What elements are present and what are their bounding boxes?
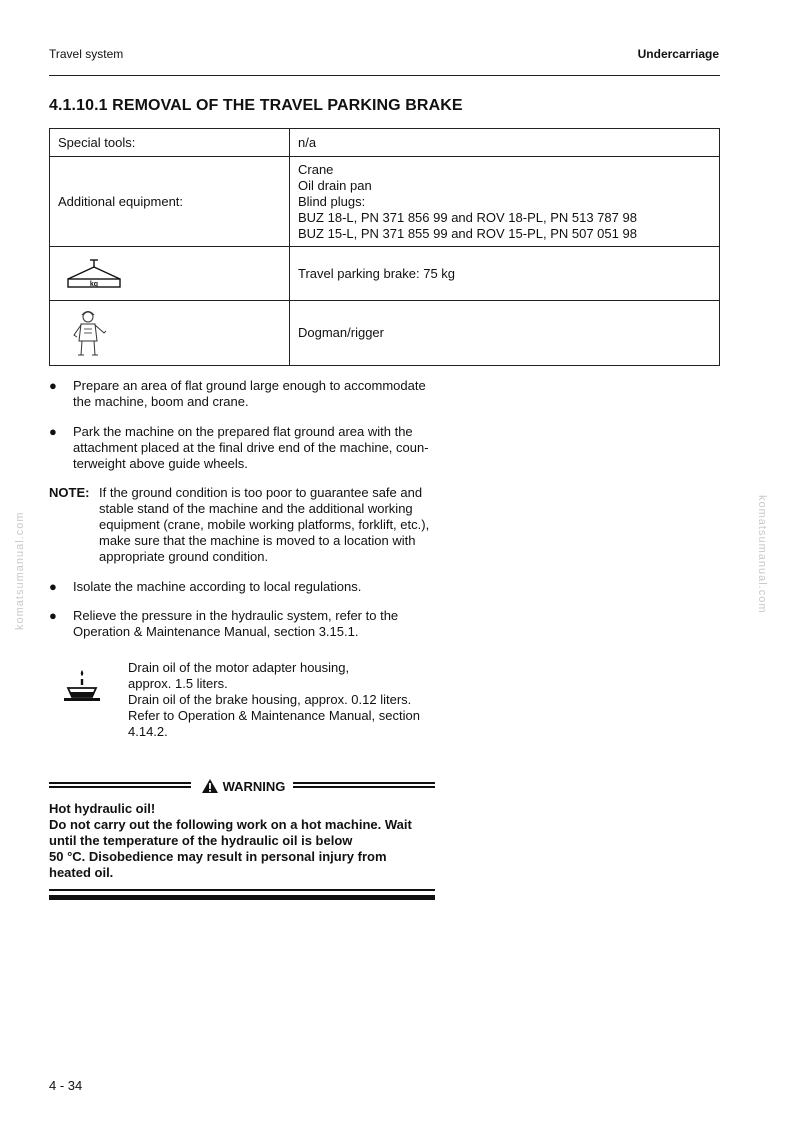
table-row-additional-equipment	[50, 157, 720, 247]
table-value: Travel parking brake: 75 kg	[290, 247, 720, 301]
bullet-icon: ●	[49, 608, 57, 623]
warning-end-rule	[49, 889, 435, 891]
oil-drain-icon	[62, 668, 102, 704]
list-item: ● Isolate the machine according to local regulations.	[49, 579, 362, 594]
watermark-right: komatsumanual.com	[756, 495, 768, 614]
warning-rule-right	[293, 782, 435, 784]
table-value: n/a	[290, 129, 720, 157]
header-divider	[49, 75, 720, 76]
table-label: Special tools:	[50, 129, 290, 157]
warning-text: Hot hydraulic oil! Do not carry out the following work on a hot machine. Wait until the temperature of the hydraulic oil is below 50 °C. Disobedience may result in personal injury from heated oil.	[49, 801, 412, 880]
bullet-icon: ●	[49, 378, 57, 393]
header-section-name: Travel system	[49, 47, 124, 61]
table-value: Crane Oil drain pan Blind plugs: BUZ 18-L, PN 371 856 99 and ROV 18-PL, PN 513 787 98 BUZ 15-L, PN 371 855 99 and ROV 15-PL, PN 507 051 98	[290, 157, 720, 247]
table-row-personnel	[50, 301, 720, 366]
section-title: 4.1.10.1 REMOVAL OF THE TRAVEL PARKING BRAKE	[49, 97, 463, 114]
list-item: ● Park the machine on the prepared flat ground area with the attachment placed at the final drive end of the machine, coun- terweight above guide wheels.	[49, 424, 429, 471]
list-item: ● Prepare an area of flat ground large enough to accommodate the machine, boom and crane.	[49, 378, 426, 409]
drain-instructions: Drain oil of the motor adapter housing, approx. 1.5 liters. Drain oil of the brake housing, approx. 0.12 liters. Refer to Operation & Maintenance Manual, section 4.14.2.	[128, 660, 420, 739]
header-chapter-name: Undercarriage	[637, 47, 719, 61]
warning-triangle-icon	[201, 778, 219, 794]
note-label: NOTE:	[49, 485, 90, 500]
table-row-special-tools	[50, 129, 720, 157]
watermark-left: komatsumanual.com	[14, 511, 26, 630]
warning-label: WARNING	[222, 778, 286, 794]
dogman-rigger-icon	[68, 307, 112, 359]
table-row-weight	[50, 247, 720, 301]
warning-end-bar	[49, 895, 435, 900]
warning-header	[49, 776, 435, 796]
bullet-icon: ●	[49, 424, 57, 439]
list-item: ● Relieve the pressure in the hydraulic system, refer to the Operation & Maintenance Manual, section 3.15.1.	[49, 608, 399, 639]
bullet-icon: ●	[49, 579, 57, 594]
table-icon-cell	[50, 301, 290, 366]
svg-text:kg: kg	[89, 280, 99, 288]
page-number: 4 - 34	[49, 1078, 83, 1093]
table-value: Dogman/rigger	[290, 301, 720, 366]
weight-kg-icon	[64, 257, 124, 291]
table-icon-cell	[50, 247, 290, 301]
table-label: Additional equipment:	[50, 157, 290, 247]
requirements-table	[49, 128, 720, 366]
warning-rule-left	[49, 782, 191, 784]
